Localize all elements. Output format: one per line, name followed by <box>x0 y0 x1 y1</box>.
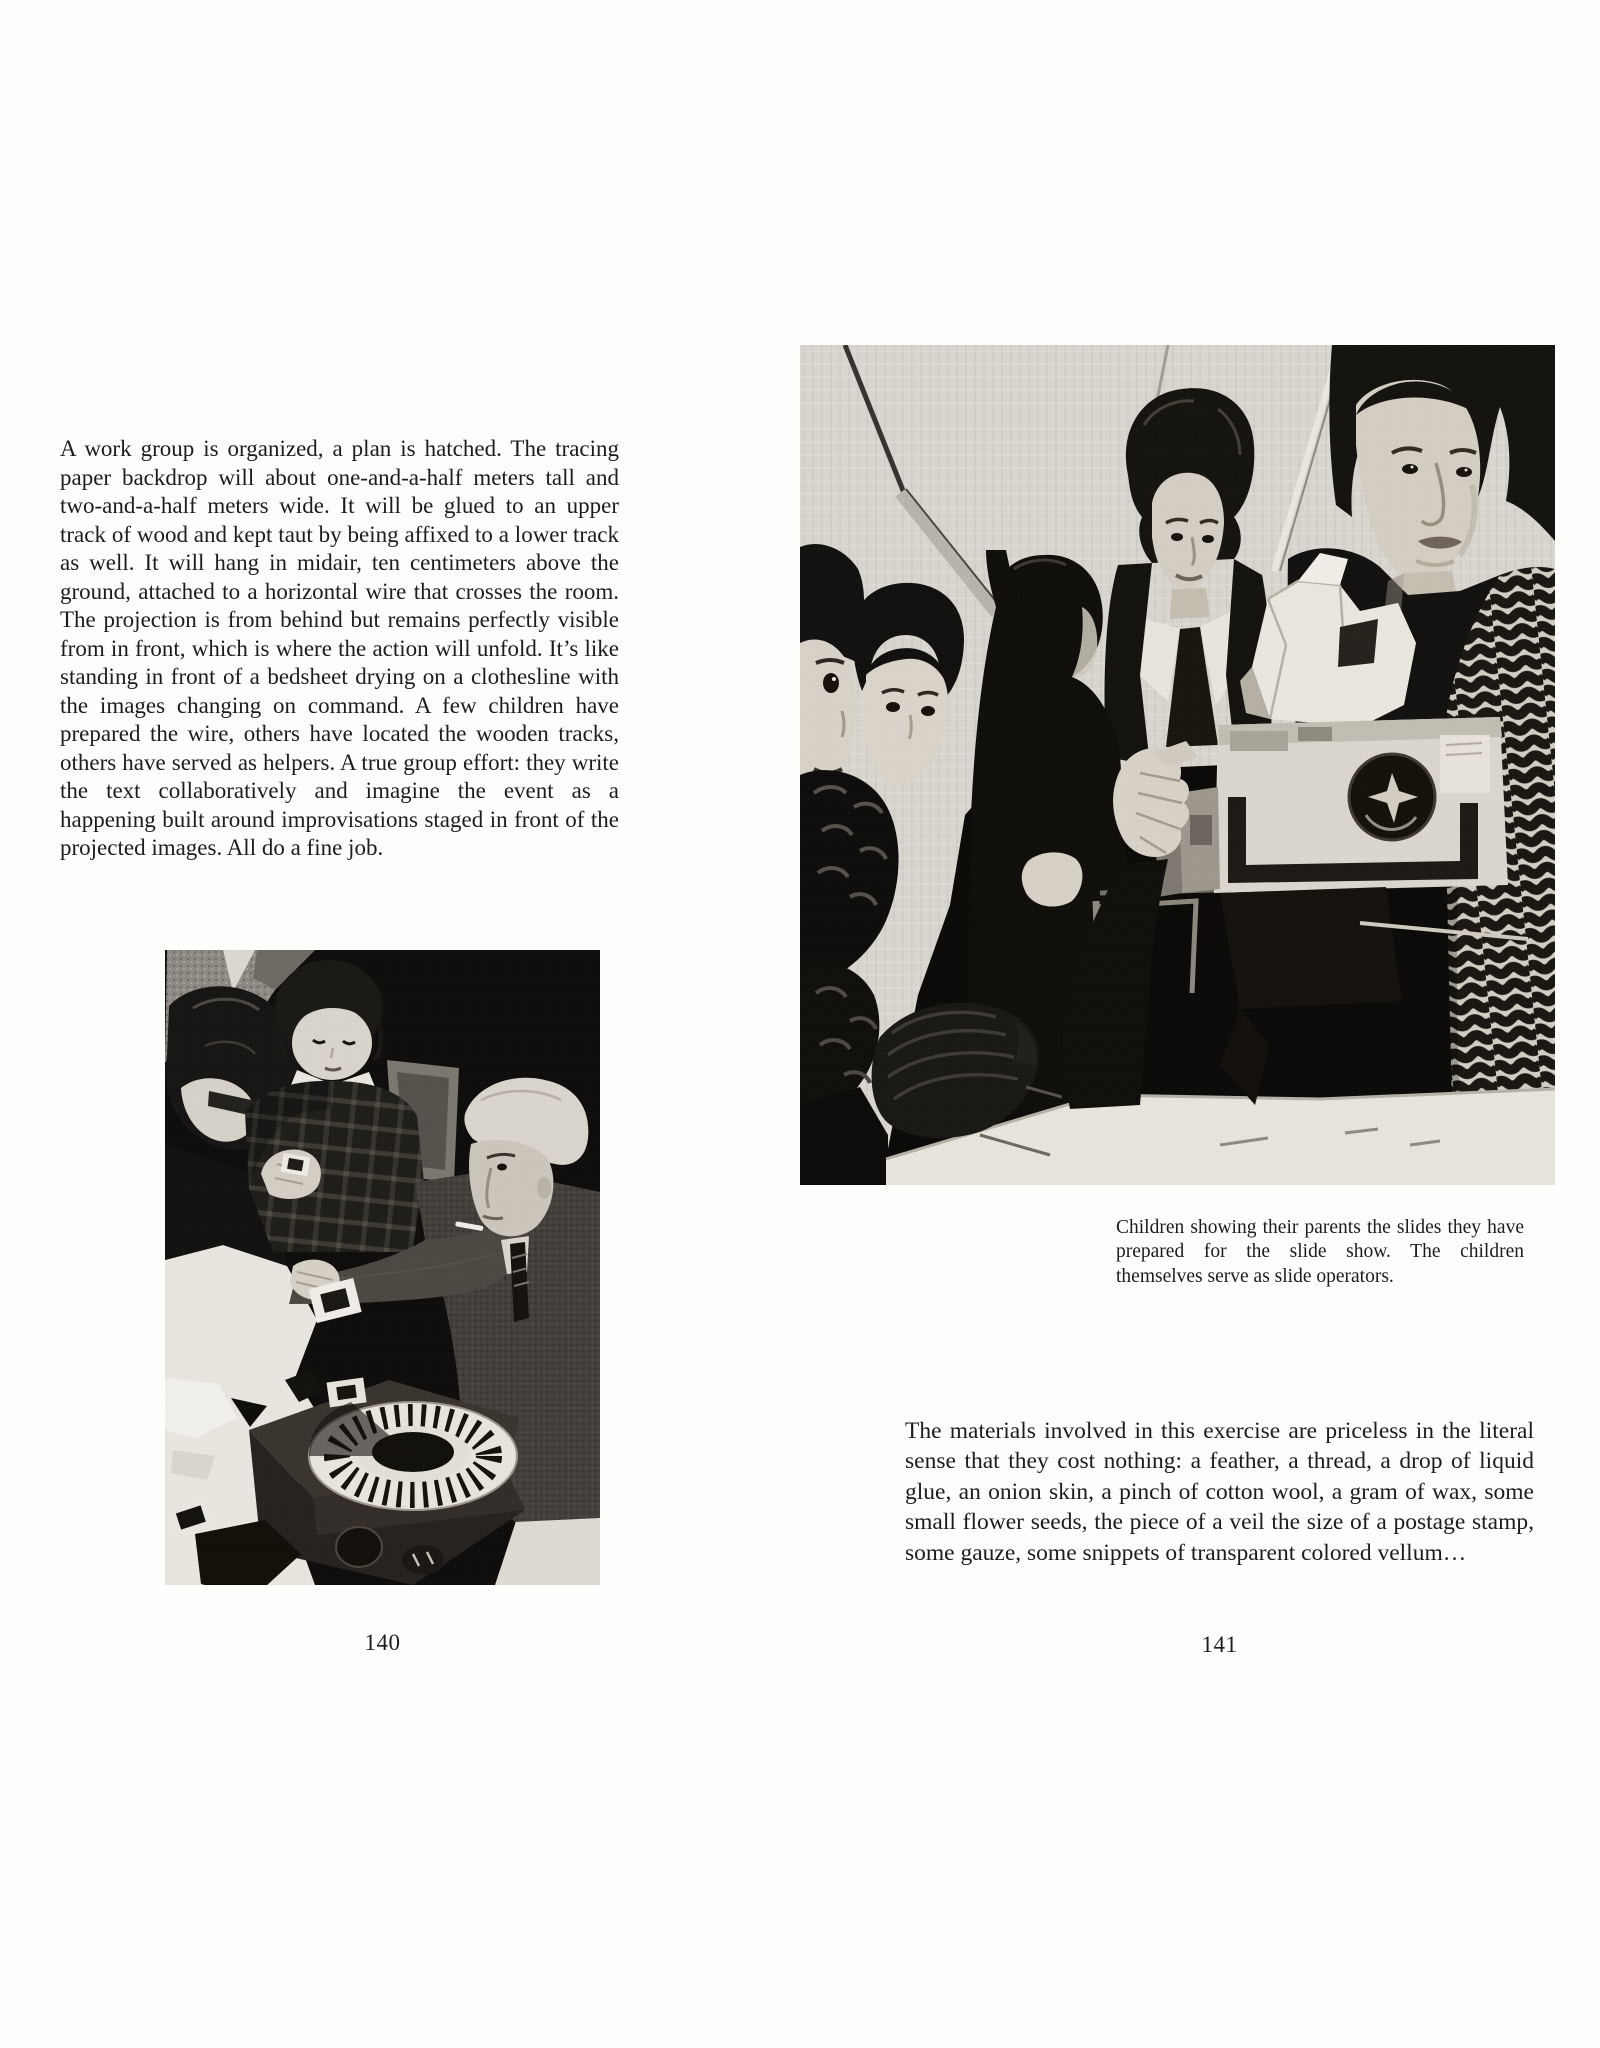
left-page-photo <box>165 950 600 1585</box>
left-page-paragraph: A work group is organized, a plan is hatched. The tracing paper backdrop will about one-and-a-half meters tall and two-and-a-half meters wide. It will be glued to an upper track of wood and kept taut by being affixed to a lower track as well. It will hang in midair, ten centimeters above the ground, attached to a horizontal wire that crosses the room. The projection is from behind but remains perfectly visible from in front, which is where the action will unfold. It’s like standing in front of a bedsheet drying on a clothesline with the images changing on command. A few children have prepared the wire, others have located the wooden tracks, others have served as helpers. A true group effort: they write the text collaboratively and imagine the event as a happening built around improvisations staged in front of the projected images. All do a fine job. <box>60 436 619 860</box>
photo-caption: Children showing their parents the slides they have prepared for the slide show. The children themselves serve as slide operators. <box>1116 1216 1524 1288</box>
right-page-photo <box>800 345 1555 1185</box>
right-photo-illustration <box>800 345 1555 1185</box>
left-photo-illustration <box>165 950 600 1585</box>
right-page-number: 141 <box>1201 1632 1238 1657</box>
left-page-number: 140 <box>364 1630 401 1655</box>
right-page-paragraph: The materials involved in this exercise are priceless in the literal sense that they cost nothing: a feather, a thread, a drop of liquid glue, an onion skin, a pinch of cotton wool, a gram of wax, some small flower seeds, the piece of a veil the size of a postage stamp, some gauze, some snippets of transparent colored vellum… <box>905 1417 1534 1566</box>
